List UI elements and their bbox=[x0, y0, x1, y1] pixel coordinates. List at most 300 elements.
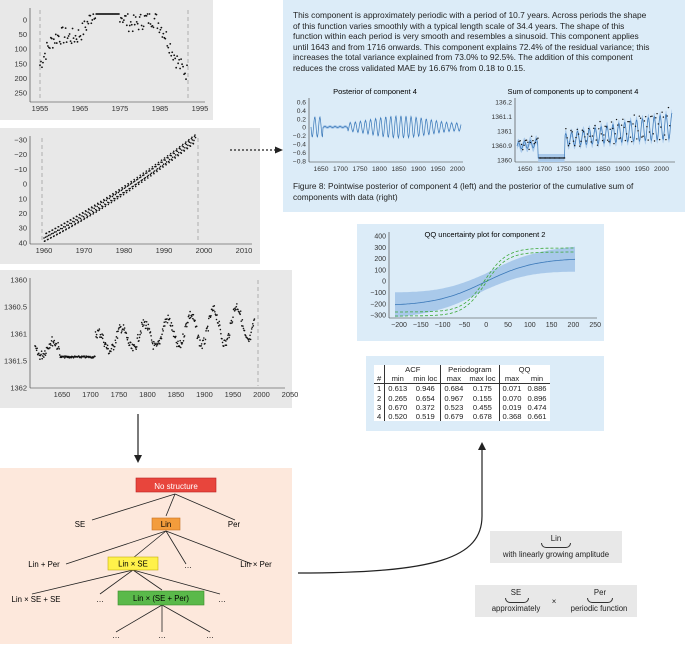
data-point bbox=[161, 161, 163, 163]
data-point bbox=[530, 142, 531, 143]
data-point bbox=[659, 139, 660, 140]
data-point bbox=[132, 188, 134, 190]
data-point bbox=[89, 15, 91, 17]
data-point bbox=[151, 172, 153, 174]
data-point bbox=[170, 155, 172, 157]
data-point bbox=[542, 157, 543, 158]
data-point bbox=[171, 322, 173, 324]
data-point bbox=[139, 334, 141, 336]
data-point bbox=[187, 148, 189, 150]
data-point bbox=[117, 196, 119, 198]
x-tick-label: 1650 bbox=[53, 390, 71, 399]
data-point bbox=[141, 179, 143, 181]
data-point bbox=[214, 305, 216, 307]
data-point bbox=[239, 314, 241, 316]
data-point bbox=[639, 115, 640, 116]
data-point bbox=[79, 214, 81, 216]
data-point bbox=[147, 329, 149, 331]
y-tick-label: 10 bbox=[18, 194, 27, 204]
y-tick-label: 0.4 bbox=[296, 107, 306, 115]
data-point bbox=[645, 116, 646, 117]
data-point bbox=[192, 318, 194, 320]
data-point bbox=[596, 139, 597, 140]
data-point bbox=[585, 140, 586, 141]
x-tick-label: 1800 bbox=[372, 166, 387, 173]
data-point bbox=[120, 326, 122, 328]
data-point bbox=[144, 179, 146, 181]
data-point bbox=[163, 163, 165, 165]
column-header: min bbox=[391, 374, 404, 384]
data-point bbox=[669, 125, 670, 126]
x-tick-label: 1970 bbox=[75, 246, 93, 255]
data-point bbox=[532, 140, 533, 141]
x-tick-label: 1800 bbox=[139, 390, 156, 399]
data-point bbox=[74, 41, 76, 43]
data-point bbox=[555, 157, 556, 158]
data-point bbox=[189, 311, 191, 313]
x-tick-label: 2000 bbox=[253, 390, 270, 399]
y-tick-label: 1361.5 bbox=[4, 356, 27, 366]
data-point bbox=[165, 321, 167, 323]
data-point bbox=[611, 121, 612, 122]
data-point bbox=[138, 184, 140, 186]
data-point bbox=[164, 157, 166, 159]
data-point bbox=[205, 339, 207, 341]
data-point bbox=[115, 339, 117, 341]
data-point bbox=[58, 348, 60, 350]
data-point bbox=[251, 326, 253, 328]
data-point bbox=[196, 338, 198, 340]
data-point bbox=[668, 107, 669, 108]
data-point bbox=[214, 311, 216, 313]
data-point bbox=[95, 211, 97, 213]
data-point bbox=[125, 186, 127, 188]
se-term: SE bbox=[510, 588, 522, 597]
column-header: max loc bbox=[466, 374, 499, 384]
data-point bbox=[77, 41, 79, 43]
data-point bbox=[207, 330, 209, 332]
data-point bbox=[525, 140, 526, 141]
data-point bbox=[72, 221, 74, 223]
data-point bbox=[107, 348, 109, 350]
data-point bbox=[72, 225, 74, 227]
x-tick-label: 0 bbox=[484, 322, 489, 329]
data-point bbox=[136, 21, 138, 23]
data-point bbox=[123, 324, 125, 326]
data-point bbox=[573, 140, 574, 141]
data-point bbox=[164, 325, 166, 327]
data-point bbox=[243, 328, 245, 330]
data-point bbox=[129, 190, 131, 192]
data-point bbox=[193, 314, 195, 316]
y-tick-label: 1361 bbox=[497, 128, 512, 136]
data-point bbox=[566, 137, 567, 138]
data-point bbox=[98, 330, 100, 332]
data-point bbox=[116, 336, 118, 338]
table-cell: 0.455 bbox=[466, 403, 499, 412]
node-per: Per bbox=[227, 520, 241, 529]
data-point bbox=[636, 138, 637, 139]
data-point bbox=[132, 350, 134, 352]
data-point bbox=[218, 321, 220, 323]
data-point bbox=[216, 319, 218, 321]
data-point bbox=[106, 200, 108, 202]
data-point bbox=[107, 345, 109, 347]
data-point bbox=[53, 38, 55, 40]
data-point bbox=[190, 317, 192, 319]
data-point bbox=[44, 53, 46, 55]
qq-panel bbox=[357, 224, 604, 341]
data-point bbox=[627, 121, 628, 122]
data-point bbox=[187, 322, 189, 324]
data-point bbox=[204, 343, 206, 345]
data-point bbox=[61, 228, 63, 230]
x-tick-label: 1850 bbox=[595, 166, 611, 173]
data-point bbox=[549, 157, 550, 158]
posterior-plots bbox=[283, 80, 685, 180]
data-point bbox=[141, 323, 143, 325]
data-point bbox=[235, 309, 237, 311]
data-point bbox=[559, 157, 560, 158]
data-point bbox=[94, 17, 96, 19]
data-point bbox=[528, 149, 529, 150]
sunspot-plot bbox=[0, 0, 213, 120]
data-point bbox=[39, 64, 41, 66]
data-point bbox=[130, 21, 132, 23]
data-point bbox=[111, 200, 113, 202]
data-point bbox=[140, 330, 142, 332]
data-point bbox=[159, 343, 161, 345]
data-point bbox=[45, 236, 47, 238]
data-point bbox=[161, 159, 163, 161]
data-point bbox=[147, 13, 149, 15]
data-point bbox=[145, 328, 147, 330]
data-point bbox=[78, 217, 80, 219]
data-point bbox=[121, 332, 123, 334]
data-point bbox=[69, 226, 71, 228]
data-point bbox=[553, 157, 554, 158]
data-point bbox=[632, 123, 633, 124]
data-point bbox=[47, 238, 49, 240]
data-point bbox=[121, 330, 123, 332]
data-point bbox=[76, 38, 78, 40]
data-point bbox=[59, 41, 61, 43]
data-point bbox=[186, 64, 188, 66]
y-tick-label: 1360.9 bbox=[491, 143, 512, 150]
data-point bbox=[568, 145, 569, 146]
qq-header: QQ bbox=[518, 365, 531, 374]
x-tick-label: 50 bbox=[504, 322, 512, 329]
data-point bbox=[41, 350, 43, 352]
data-point bbox=[604, 126, 605, 127]
data-point bbox=[225, 340, 227, 342]
data-point bbox=[184, 326, 186, 328]
y-tick-label: 0 bbox=[302, 124, 306, 132]
node-lin-times-per: Lin × Per bbox=[240, 560, 272, 569]
down-arrow bbox=[130, 412, 146, 464]
y-tick-label: 0.6 bbox=[296, 99, 306, 107]
data-point bbox=[220, 333, 222, 335]
node-lin-plus-per: Lin + Per bbox=[28, 560, 60, 569]
data-point bbox=[558, 157, 559, 158]
data-point bbox=[644, 120, 645, 121]
data-point bbox=[173, 153, 175, 155]
data-point bbox=[123, 19, 125, 21]
data-point bbox=[582, 130, 583, 131]
data-point bbox=[64, 223, 66, 225]
data-point bbox=[115, 194, 117, 196]
data-point bbox=[179, 148, 181, 150]
data-point bbox=[551, 157, 552, 158]
data-point bbox=[180, 58, 182, 60]
data-point bbox=[228, 337, 230, 339]
data-point bbox=[42, 355, 44, 357]
data-point bbox=[136, 177, 138, 179]
data-point bbox=[68, 35, 70, 37]
data-point bbox=[132, 185, 134, 187]
data-point bbox=[649, 131, 650, 132]
data-point bbox=[181, 149, 183, 151]
table-cell: 0.175 bbox=[466, 384, 499, 394]
component-description: This component is approximately periodic with a period of 10.7 years. Across periods the shape of this function varies smoothly with a typical length scale of 34.4 years. The shape of this function within each period is very smooth and resembles a sinusoid. This component applies until 1643 and from 1716 onwards. This component explains 72.4% of the residual variance; this increases the total variance explained from 73.0% to 92.5%. The addition of this component reduces the cross validated MAE by 16.67% from 0.18 to 0.15. bbox=[293, 10, 650, 73]
posterior-line bbox=[311, 116, 461, 138]
data-point bbox=[242, 319, 244, 321]
data-point bbox=[541, 157, 542, 158]
data-point bbox=[130, 181, 132, 183]
data-point bbox=[122, 188, 124, 190]
data-point bbox=[607, 140, 608, 141]
data-point bbox=[149, 168, 151, 170]
data-point bbox=[128, 184, 130, 186]
data-point bbox=[242, 325, 244, 327]
data-point bbox=[114, 200, 116, 202]
table-row bbox=[374, 412, 550, 421]
data-point bbox=[55, 34, 57, 36]
x-tick-label: 1980 bbox=[115, 246, 133, 255]
data-point bbox=[110, 351, 112, 353]
data-point bbox=[91, 207, 93, 209]
data-point bbox=[45, 353, 47, 355]
data-point bbox=[135, 16, 137, 18]
data-point bbox=[250, 339, 252, 341]
data-point bbox=[57, 230, 59, 232]
data-point bbox=[63, 226, 65, 228]
data-point bbox=[184, 150, 186, 152]
data-point bbox=[252, 323, 254, 325]
data-point bbox=[210, 316, 212, 318]
data-point bbox=[152, 343, 154, 345]
data-point bbox=[217, 322, 219, 324]
data-point bbox=[61, 224, 63, 226]
data-point bbox=[149, 13, 151, 15]
data-point bbox=[89, 212, 91, 214]
data-point bbox=[219, 324, 221, 326]
data-point bbox=[111, 348, 113, 350]
panel-co2-plot bbox=[0, 128, 260, 264]
data-point bbox=[73, 218, 75, 220]
data-point bbox=[207, 326, 209, 328]
data-point bbox=[68, 224, 70, 226]
table-cell: 0.019 bbox=[502, 402, 522, 412]
data-point bbox=[654, 140, 655, 141]
data-point bbox=[575, 137, 576, 138]
data-point bbox=[143, 319, 145, 321]
data-point bbox=[150, 175, 152, 177]
table-cell: 0.896 bbox=[527, 393, 547, 403]
data-point bbox=[110, 196, 112, 198]
data-point bbox=[629, 121, 630, 122]
data-point bbox=[236, 303, 238, 305]
se-per-label bbox=[475, 585, 637, 617]
node-ellipsis-2: … bbox=[96, 595, 104, 604]
data-point bbox=[594, 125, 595, 126]
data-point bbox=[642, 135, 643, 136]
x-tick-label: 1650 bbox=[517, 166, 533, 173]
x-tick-label: 1900 bbox=[196, 390, 213, 399]
y-tick-label: 100 bbox=[14, 44, 27, 54]
data-point bbox=[661, 112, 662, 113]
data-point bbox=[570, 130, 571, 131]
data-point bbox=[531, 136, 532, 137]
data-point bbox=[572, 131, 573, 132]
data-point bbox=[167, 157, 169, 159]
data-point bbox=[228, 333, 230, 335]
data-point bbox=[167, 47, 169, 49]
data-point bbox=[49, 234, 51, 236]
data-point bbox=[135, 186, 137, 188]
table-column-header bbox=[374, 374, 550, 384]
y-tick-label: −300 bbox=[370, 312, 386, 320]
data-point bbox=[94, 205, 96, 207]
data-point bbox=[118, 13, 120, 15]
x-tick-label: 1850 bbox=[391, 166, 407, 173]
data-point bbox=[185, 141, 187, 143]
table-cell: 0.523 bbox=[444, 402, 464, 412]
data-point bbox=[608, 141, 609, 142]
data-point bbox=[547, 157, 548, 158]
data-point bbox=[65, 228, 67, 230]
data-point bbox=[55, 345, 57, 347]
data-point bbox=[188, 316, 190, 318]
data-point bbox=[250, 332, 252, 334]
table-cell: 1 bbox=[374, 384, 385, 394]
data-point bbox=[107, 198, 109, 200]
column-header: min bbox=[530, 374, 544, 384]
data-point bbox=[92, 13, 94, 15]
data-point bbox=[73, 37, 75, 39]
data-point bbox=[64, 36, 66, 38]
node-ellipsis-1: … bbox=[184, 561, 192, 570]
data-point bbox=[173, 54, 175, 56]
data-point bbox=[593, 128, 594, 129]
data-point bbox=[249, 335, 251, 337]
data-point bbox=[664, 134, 665, 135]
data-point bbox=[154, 170, 156, 172]
data-point bbox=[48, 235, 50, 237]
data-point bbox=[526, 140, 527, 141]
y-tick-label: 20 bbox=[18, 209, 27, 218]
data-point bbox=[60, 43, 62, 45]
data-point bbox=[130, 342, 132, 344]
data-point bbox=[102, 202, 104, 204]
data-point bbox=[137, 337, 139, 339]
x-tick-label: −100 bbox=[434, 322, 451, 329]
data-point bbox=[76, 216, 78, 218]
panel-solar-plot bbox=[0, 270, 299, 408]
node-ellipsis-3: … bbox=[218, 595, 226, 604]
data-point bbox=[153, 341, 155, 343]
data-point bbox=[148, 324, 150, 326]
data-point bbox=[55, 228, 57, 230]
data-point bbox=[580, 141, 581, 142]
x-tick-label: 1650 bbox=[313, 166, 329, 173]
data-point bbox=[240, 310, 242, 312]
table-row bbox=[374, 384, 550, 394]
data-point bbox=[93, 212, 95, 214]
data-point bbox=[49, 347, 51, 349]
sum-series bbox=[517, 107, 672, 162]
data-point bbox=[94, 356, 96, 358]
table-cell: 0.684 bbox=[444, 384, 464, 394]
table-group-header bbox=[374, 365, 550, 374]
data-point bbox=[179, 146, 181, 148]
data-point bbox=[166, 161, 168, 163]
data-point bbox=[613, 143, 614, 144]
data-point bbox=[656, 113, 657, 114]
data-point bbox=[36, 347, 38, 349]
data-point bbox=[544, 157, 545, 158]
data-point bbox=[178, 59, 180, 61]
data-point bbox=[57, 348, 59, 350]
data-point bbox=[35, 346, 37, 348]
data-point bbox=[184, 73, 186, 75]
data-point bbox=[166, 318, 168, 320]
data-point bbox=[210, 315, 212, 317]
data-point bbox=[226, 344, 228, 346]
data-point bbox=[245, 335, 247, 337]
data-point bbox=[168, 162, 170, 164]
x-tick-label: 1750 bbox=[352, 166, 368, 173]
x-tick-label: 1800 bbox=[576, 166, 591, 173]
periodogram-header: Periodogram bbox=[441, 365, 499, 374]
data-point bbox=[160, 336, 162, 338]
data-point bbox=[198, 334, 200, 336]
posterior-series bbox=[311, 115, 461, 140]
data-point bbox=[51, 340, 53, 342]
data-point bbox=[52, 233, 54, 235]
data-point bbox=[96, 206, 98, 208]
data-point bbox=[167, 155, 169, 157]
data-point bbox=[667, 115, 668, 116]
table-cell: 0.372 bbox=[410, 403, 441, 412]
data-point bbox=[126, 332, 128, 334]
column-header: # bbox=[374, 374, 385, 384]
data-point bbox=[49, 231, 51, 233]
data-point bbox=[64, 226, 66, 228]
data-point bbox=[177, 343, 179, 345]
y-tick-label: 0.2 bbox=[296, 116, 306, 124]
data-point bbox=[135, 348, 137, 350]
x-tick-label: 1950 bbox=[634, 166, 650, 173]
data-point bbox=[587, 133, 588, 134]
data-point bbox=[156, 171, 158, 173]
data-point bbox=[599, 121, 600, 122]
data-point bbox=[129, 25, 131, 27]
data-point bbox=[126, 192, 128, 194]
data-point bbox=[185, 78, 187, 80]
data-point bbox=[168, 52, 170, 54]
data-point bbox=[77, 219, 79, 221]
